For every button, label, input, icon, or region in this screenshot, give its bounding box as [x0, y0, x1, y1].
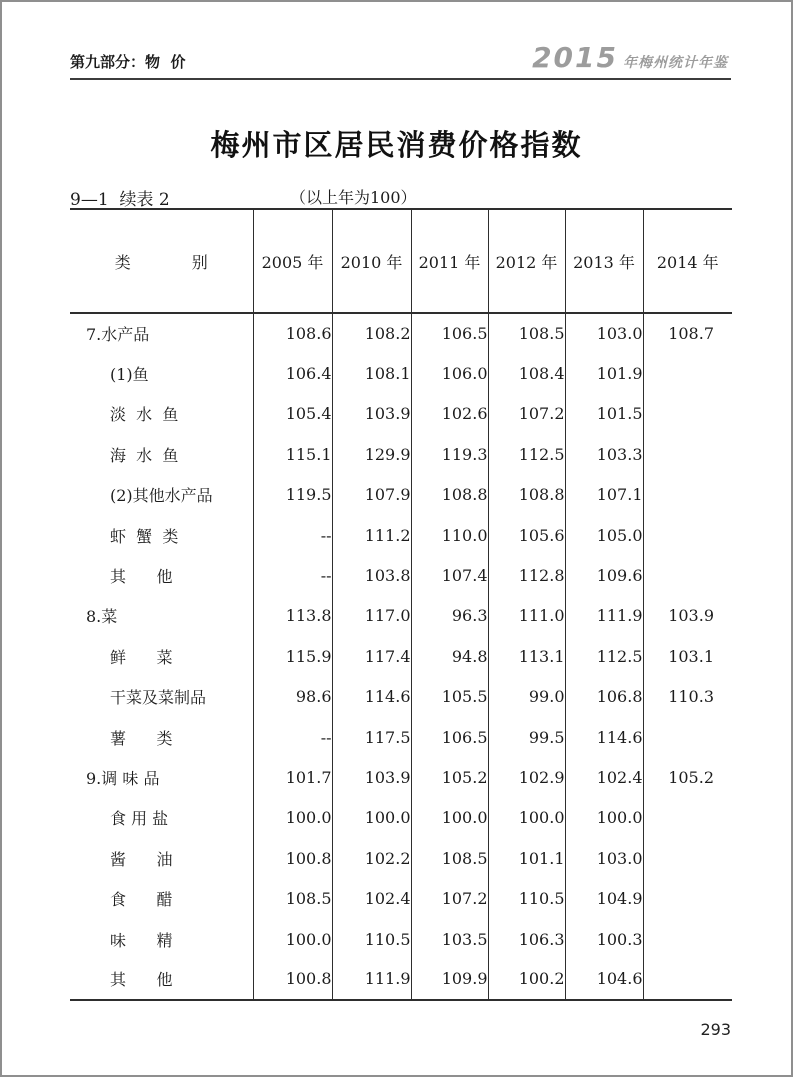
table-row — [70, 555, 732, 595]
cell-value: 105.4 — [253, 394, 332, 434]
cell-value: 103.9 — [332, 757, 411, 797]
row-label: 干菜及菜制品 — [70, 677, 253, 717]
table-row — [70, 878, 732, 918]
table-row — [70, 475, 732, 515]
cell-value: 102.6 — [411, 394, 488, 434]
cell-value: 105.0 — [565, 515, 643, 555]
cell-value: 103.1 — [668, 646, 714, 666]
row-label: 海 水 鱼 — [70, 434, 253, 474]
price-index-table — [70, 208, 732, 1001]
cell-value — [643, 838, 732, 878]
row-label: 食 用 盐 — [70, 798, 253, 838]
cell-value: 108.4 — [488, 353, 565, 393]
cell-value: 100.8 — [253, 838, 332, 878]
cell-value: 108.8 — [488, 475, 565, 515]
cell-value: 103.0 — [565, 838, 643, 878]
cell-value: 106.5 — [411, 313, 488, 353]
cell-value — [643, 434, 732, 474]
cell-value: 102.4 — [565, 757, 643, 797]
table-note: （以上年为100） — [290, 188, 417, 207]
cell-value: 102.4 — [332, 878, 411, 918]
cell-value: 115.9 — [253, 636, 332, 676]
col-header-2005: 2005 年 — [253, 209, 332, 313]
table-row — [70, 515, 732, 555]
cell-value — [643, 717, 732, 757]
cell-value: 111.0 — [488, 596, 565, 636]
cell-value: 104.9 — [565, 878, 643, 918]
table-row — [70, 838, 732, 878]
row-label: 鲜 菜 — [70, 636, 253, 676]
cell-value: 108.5 — [488, 313, 565, 353]
cell-value: 111.9 — [332, 959, 411, 999]
table-row — [70, 959, 732, 999]
cell-value — [643, 353, 732, 393]
row-label: (2)其他水产品 — [70, 475, 253, 515]
row-label: 味 精 — [70, 919, 253, 959]
cell-value — [643, 798, 732, 838]
cell-value: 103.5 — [411, 919, 488, 959]
cell-value: 108.7 — [668, 324, 714, 344]
cell-value: 103.9 — [332, 394, 411, 434]
cell-value: -- — [253, 555, 332, 595]
cell-value: 100.0 — [488, 798, 565, 838]
cell-value: 117.4 — [332, 636, 411, 676]
cell-value: 109.9 — [411, 959, 488, 999]
cell-value: 117.0 — [332, 596, 411, 636]
col-header-2014: 2014 年 — [656, 252, 719, 272]
cell-value: 100.0 — [332, 798, 411, 838]
cell-value: 114.6 — [332, 677, 411, 717]
cell-value: 100.0 — [253, 919, 332, 959]
cell-value: 111.9 — [565, 596, 643, 636]
section-header: 第九部分：物 价 — [70, 53, 186, 71]
cell-value: 103.9 — [668, 606, 714, 626]
row-label: 酱 油 — [70, 838, 253, 878]
cell-value: 98.6 — [253, 677, 332, 717]
row-label: 其 他 — [70, 555, 253, 595]
col-header-2013: 2013 年 — [565, 209, 643, 313]
cell-value: 114.6 — [565, 717, 643, 757]
cell-value: 101.7 — [253, 757, 332, 797]
row-label: (1)鱼 — [70, 353, 253, 393]
cell-value: -- — [253, 515, 332, 555]
cell-value: 100.8 — [253, 959, 332, 999]
cell-value: 108.8 — [411, 475, 488, 515]
cell-value: 112.5 — [565, 636, 643, 676]
yearbook-logo — [532, 41, 728, 74]
cell-value: 105.2 — [411, 757, 488, 797]
row-label: 虾 蟹 类 — [70, 515, 253, 555]
cell-value — [643, 919, 732, 959]
cell-value — [643, 878, 732, 918]
col-header-2011: 2011 年 — [411, 209, 488, 313]
row-label: 薯 类 — [70, 717, 253, 757]
table-number: 9—1 续表 2 — [70, 190, 170, 210]
cell-value: 105.2 — [668, 767, 714, 787]
col-header-2012: 2012 年 — [488, 209, 565, 313]
cell-value: 115.1 — [253, 434, 332, 474]
cell-value: 104.6 — [565, 959, 643, 999]
page-title: 梅州市区居民消费价格指数 — [210, 128, 583, 162]
row-label: 淡 水 鱼 — [70, 394, 253, 434]
cell-value: 105.5 — [411, 677, 488, 717]
cell-value: 103.0 — [565, 313, 643, 353]
table-row — [70, 636, 732, 676]
cell-value — [643, 475, 732, 515]
table-row — [70, 596, 732, 636]
table-row — [70, 798, 732, 838]
cell-value: 109.6 — [565, 555, 643, 595]
table-row — [70, 757, 732, 797]
cell-value: 111.2 — [332, 515, 411, 555]
cell-value: 105.6 — [488, 515, 565, 555]
row-label: 食 醋 — [70, 878, 253, 918]
cell-value: 119.5 — [253, 475, 332, 515]
cell-value: 112.8 — [488, 555, 565, 595]
cell-value: 112.5 — [488, 434, 565, 474]
cell-value: 106.0 — [411, 353, 488, 393]
cell-value: 107.2 — [411, 878, 488, 918]
cell-value: 99.5 — [488, 717, 565, 757]
cell-value: 103.8 — [332, 555, 411, 595]
cell-value: 101.5 — [565, 394, 643, 434]
cell-value: 108.5 — [253, 878, 332, 918]
cell-value: 96.3 — [411, 596, 488, 636]
table-row — [70, 394, 732, 434]
cell-value: 113.8 — [253, 596, 332, 636]
table-row — [70, 677, 732, 717]
cell-value: 107.4 — [411, 555, 488, 595]
cell-value: 94.8 — [411, 636, 488, 676]
cell-value: 100.0 — [565, 798, 643, 838]
cell-value: 110.0 — [411, 515, 488, 555]
table-row — [70, 717, 732, 757]
cell-value: 129.9 — [332, 434, 411, 474]
cell-value: 107.2 — [488, 394, 565, 434]
row-label: 9.调 味 品 — [70, 757, 253, 797]
page-number: 293 — [700, 1020, 731, 1039]
cell-value: 106.4 — [253, 353, 332, 393]
col-header-category: 类 别 — [70, 209, 253, 313]
cell-value: 119.3 — [411, 434, 488, 474]
cell-value: 103.3 — [565, 434, 643, 474]
cell-value: 108.1 — [332, 353, 411, 393]
col-header-2010: 2010 年 — [332, 209, 411, 313]
cell-value: 107.9 — [332, 475, 411, 515]
cell-value: 100.0 — [253, 798, 332, 838]
row-label: 8.菜 — [70, 596, 253, 636]
cell-value — [643, 394, 732, 434]
table-row — [70, 434, 732, 474]
cell-value: 108.6 — [253, 313, 332, 353]
table-header-row — [70, 209, 732, 313]
cell-value — [643, 555, 732, 595]
cell-value: 110.5 — [488, 878, 565, 918]
cell-value: 101.9 — [565, 353, 643, 393]
cell-value: 110.5 — [332, 919, 411, 959]
cell-value: 107.1 — [565, 475, 643, 515]
cell-value — [643, 959, 732, 999]
cell-value: 101.1 — [488, 838, 565, 878]
cell-value: -- — [253, 717, 332, 757]
cell-value: 100.2 — [488, 959, 565, 999]
cell-value: 100.0 — [411, 798, 488, 838]
cell-value: 113.1 — [488, 636, 565, 676]
cell-value: 106.5 — [411, 717, 488, 757]
cell-value: 108.5 — [411, 838, 488, 878]
cell-value: 102.9 — [488, 757, 565, 797]
cell-value: 100.3 — [565, 919, 643, 959]
table-row — [70, 353, 732, 393]
row-label: 其 他 — [70, 959, 253, 999]
logo-title-text: 年梅州统计年鉴 — [623, 55, 728, 71]
cell-value — [643, 515, 732, 555]
table-row — [70, 919, 732, 959]
cell-value: 106.3 — [488, 919, 565, 959]
cell-value: 99.0 — [488, 677, 565, 717]
logo-year-text: 2015 — [532, 41, 618, 74]
header-divider — [70, 78, 731, 80]
cell-value: 106.8 — [565, 677, 643, 717]
cell-value: 110.3 — [668, 687, 714, 707]
row-label: 7.水产品 — [70, 313, 253, 353]
table-row — [70, 313, 732, 353]
cell-value: 117.5 — [332, 717, 411, 757]
cell-value: 108.2 — [332, 313, 411, 353]
cell-value: 102.2 — [332, 838, 411, 878]
